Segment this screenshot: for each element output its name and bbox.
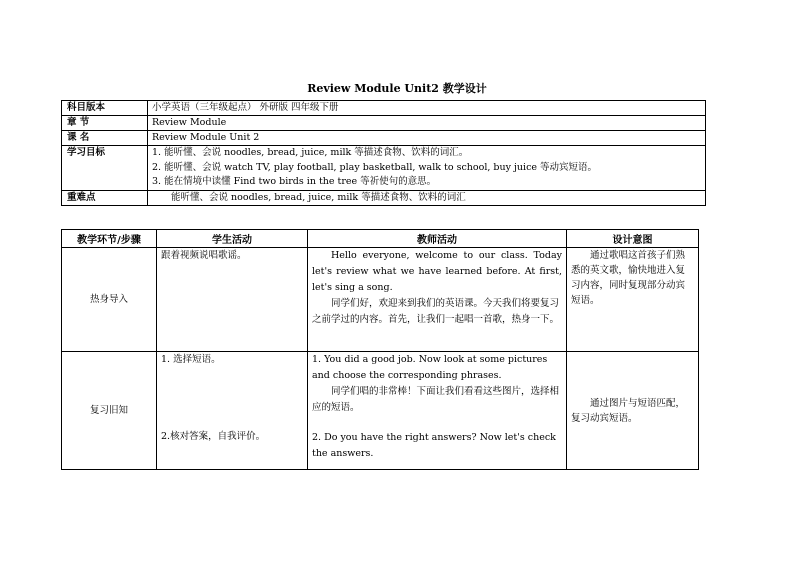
teacher-cell xyxy=(308,248,567,352)
info-table xyxy=(61,100,706,206)
info-label: 学习目标 xyxy=(62,146,148,191)
info-row-chapter xyxy=(62,116,706,131)
teacher-activity: 1. You did a good job. Now look at some pictures and choose the corresponding phrases. xyxy=(312,354,548,381)
teacher-activity: 2. Do you have the right answers? Now let's check the answers. xyxy=(312,432,556,459)
header-step: 教学环节/步骤 xyxy=(62,230,157,248)
info-value: Review Module xyxy=(148,116,706,131)
goal-item: 1. 能听懂、会说 noodles, bread, juice, milk 等描述食物、饮料的词汇。 xyxy=(152,147,469,158)
teacher-activity: Hello everyone, welcome to our class. Today let's review what we have learned before. At first, let's sing a song. xyxy=(312,250,562,293)
design-intent: 通过歌唱这首孩子们熟悉的英文歌，愉快地进入复习内容，同时复现部分动宾短语。 xyxy=(571,250,686,306)
goal-item: 2. 能听懂、会说 watch TV, play football, play basketball, walk to school, buy juice 等动宾短语。 xyxy=(152,161,598,173)
info-value: 能听懂、会说 noodles, bread, juice, milk 等描述食物、饮料的词汇 xyxy=(148,190,706,205)
goals-cell xyxy=(148,146,706,191)
process-table xyxy=(61,229,699,470)
process-header-row xyxy=(62,230,699,248)
student-cell xyxy=(157,248,308,352)
info-value: Review Module Unit 2 xyxy=(148,131,706,146)
header-intent: 设计意图 xyxy=(567,230,699,248)
header-student: 学生活动 xyxy=(157,230,308,248)
teacher-activity: 同学们唱的非常棒！下面让我们看看这些图片，选择相应的短语。 xyxy=(312,386,560,413)
design-intent: 通过图片与短语匹配，复习动宾短语。 xyxy=(571,397,686,424)
step-cell: 复习旧知 xyxy=(62,352,157,470)
info-value: 小学英语（三年级起点） 外研版 四年级下册 xyxy=(148,101,706,116)
info-row-keypoints xyxy=(62,190,706,205)
info-label: 科目版本 xyxy=(62,101,148,116)
process-row-review xyxy=(62,352,699,470)
info-label: 课 名 xyxy=(62,131,148,146)
process-row-warmup xyxy=(62,248,699,352)
intent-cell xyxy=(567,248,699,352)
intent-cell xyxy=(567,352,699,470)
info-label: 章 节 xyxy=(62,116,148,131)
student-cell xyxy=(157,352,308,470)
header-teacher: 教师活动 xyxy=(308,230,567,248)
page-title: Review Module Unit2 教学设计 xyxy=(307,82,487,95)
goal-item: 3. 能在情境中读懂 Find two birds in the tree 等祈使句的意思。 xyxy=(152,176,437,187)
student-activity: 跟着视频说唱歌谣。 xyxy=(161,250,247,261)
teacher-cell xyxy=(308,352,567,470)
info-label: 重难点 xyxy=(62,190,148,205)
info-row-lesson xyxy=(62,131,706,146)
student-activity: 2.核对答案，自我评价。 xyxy=(161,431,266,442)
info-row-subject xyxy=(62,101,706,116)
student-activity: 1. 选择短语。 xyxy=(161,354,221,365)
teacher-activity: 同学们好，欢迎来到我们的英语课。今天我们将要复习之前学过的内容。首先，让我们一起唱一首歌，热身一下。 xyxy=(312,298,560,325)
info-row-goals xyxy=(62,146,706,191)
step-cell: 热身导入 xyxy=(62,248,157,352)
